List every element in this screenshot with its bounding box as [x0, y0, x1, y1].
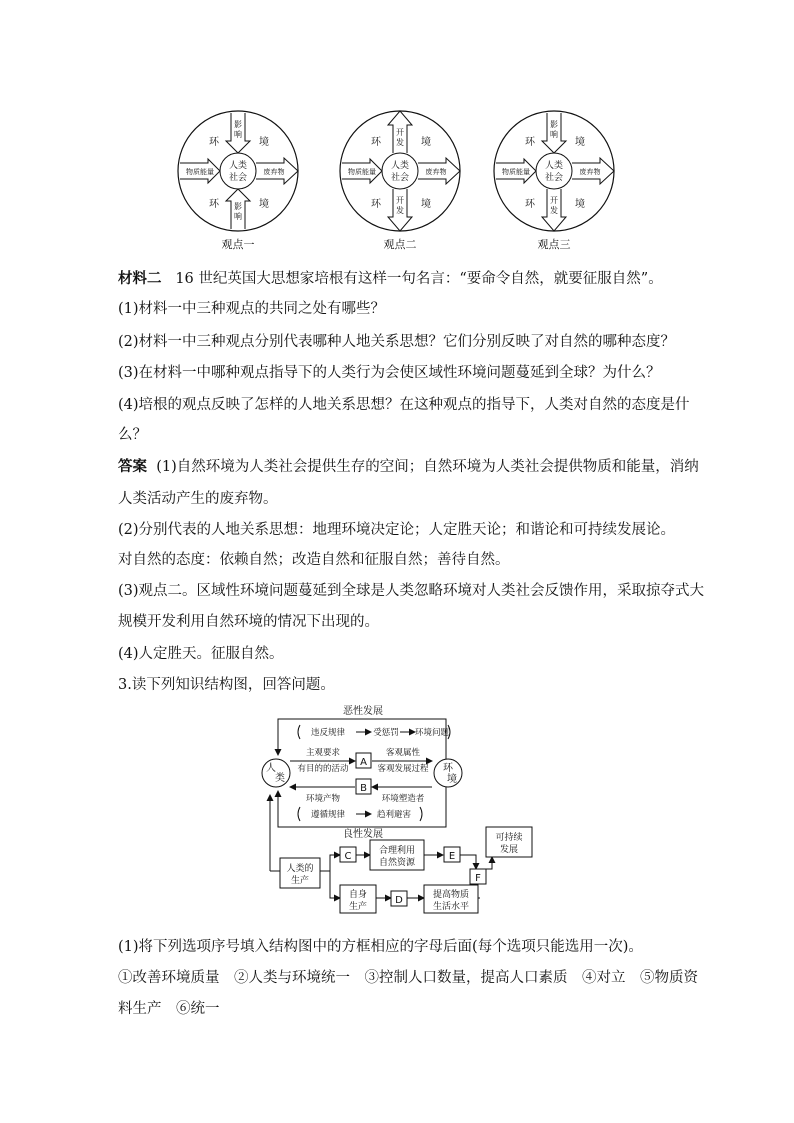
svg-text:废弃物: 废弃物 [425, 168, 447, 176]
svg-text:境: 境 [421, 137, 431, 148]
svg-text:人类: 人类 [390, 161, 410, 171]
caption-viewpoint-one: 观点一 [221, 238, 255, 251]
svg-text:受惩罚: 受惩罚 [373, 728, 399, 738]
question-2: (2)材料一中三种观点分别代表哪种人地关系思想？它们分别反映了对自然的哪种态度？ [118, 334, 676, 350]
caption-viewpoint-two: 观点二 [383, 238, 417, 251]
viewpoints-figure [170, 105, 630, 255]
svg-text:人: 人 [266, 763, 276, 774]
svg-text:人类的: 人类的 [286, 864, 314, 874]
svg-text:环境产物: 环境产物 [305, 794, 341, 804]
svg-text:E: E [448, 851, 456, 862]
material-two-body: 16 世纪英国大思想家培根有这样一句名言：“要命令自然，就要征服自然”。 [175, 271, 663, 287]
viewpoint-one-diagram [178, 111, 298, 231]
viewpoint-three-diagram [494, 111, 614, 231]
svg-text:自然资源: 自然资源 [378, 858, 416, 868]
svg-text:响: 响 [234, 212, 242, 221]
svg-text:可持续: 可持续 [495, 833, 523, 843]
svg-text:境: 境 [447, 774, 457, 785]
svg-text:影: 影 [550, 120, 558, 129]
svg-text:境: 境 [575, 137, 585, 148]
svg-text:废弃物: 废弃物 [263, 168, 285, 176]
svg-text:影: 影 [234, 202, 242, 211]
svg-text:发展: 发展 [499, 845, 519, 855]
svg-text:D: D [395, 895, 403, 906]
svg-text:违反规律: 违反规律 [310, 728, 346, 738]
svg-text:生活水平: 生活水平 [432, 902, 470, 912]
svg-text:响: 响 [550, 130, 558, 139]
svg-text:废弃物: 废弃物 [579, 168, 601, 176]
svg-text:境: 境 [421, 199, 431, 210]
svg-text:提高物质: 提高物质 [432, 890, 470, 900]
svg-text:环: 环 [209, 199, 219, 210]
svg-text:境: 境 [575, 199, 585, 210]
svg-text:生产: 生产 [290, 876, 310, 886]
svg-text:遵循规律: 遵循规律 [310, 810, 346, 820]
svg-text:主观要求: 主观要求 [305, 748, 341, 758]
svg-text:环: 环 [525, 199, 535, 210]
svg-text:合理利用: 合理利用 [378, 846, 416, 856]
svg-text:境: 境 [259, 199, 269, 210]
svg-text:影: 影 [234, 120, 242, 129]
answer-2-line1: (2)分别代表的人地关系思想：地理环境决定论；人定胜天论；和谐论和可持续发展论。 [118, 522, 676, 538]
question-3: (3)在材料一中哪种观点指导下的人类行为会使区域性环境问题蔓延到全球？为什么？ [118, 365, 661, 381]
svg-text:物质能量: 物质能量 [502, 168, 530, 176]
answer-3-line2: 规模开发利用自然环境的情况下出现的。 [118, 614, 379, 630]
options-line2: 料生产 ⑥统一 [118, 1001, 220, 1017]
svg-text:社会: 社会 [390, 173, 410, 183]
answer-2-line2: 对自然的态度：依赖自然；改造自然和征服自然；善待自然。 [118, 552, 510, 568]
question-1: (1)材料一中三种观点的共同之处有哪些？ [118, 301, 386, 317]
svg-text:趋利避害: 趋利避害 [376, 810, 412, 820]
svg-text:环境问题: 环境问题 [414, 728, 450, 738]
svg-text:社会: 社会 [228, 173, 248, 183]
svg-text:B: B [360, 783, 367, 794]
svg-text:社会: 社会 [544, 173, 564, 183]
good-development: 良性发展 [343, 829, 383, 840]
question-3-title: 3.读下列知识结构图，回答问题。 [118, 677, 335, 693]
svg-text:环境塑造者: 环境塑造者 [381, 794, 425, 804]
answer-label: 答案 [118, 458, 147, 475]
svg-text:环: 环 [525, 137, 535, 148]
knowledge-structure-figure [258, 705, 543, 920]
viewpoint-two-diagram [340, 111, 460, 231]
question-4-line1: (4)培根的观点反映了怎样的人地关系思想？在这种观点的指导下，人类对自然的态度是什 [118, 397, 690, 413]
svg-text:自身: 自身 [348, 890, 368, 900]
svg-text:开: 开 [396, 128, 404, 137]
svg-text:开: 开 [550, 196, 558, 205]
svg-text:类: 类 [275, 773, 285, 784]
svg-text:响: 响 [234, 130, 242, 139]
svg-text:A: A [360, 757, 367, 768]
svg-text:F: F [475, 873, 481, 884]
svg-text:C: C [344, 851, 352, 862]
caption-viewpoint-three: 观点三 [537, 238, 571, 251]
svg-text:开: 开 [396, 196, 404, 205]
question-4-line2: 么？ [118, 427, 147, 443]
answer-4: (4)人定胜天。征服自然。 [118, 646, 284, 662]
svg-text:有目的的活动: 有目的的活动 [297, 764, 349, 774]
svg-text:客观属性: 客观属性 [385, 748, 421, 758]
bad-development: 恶性发展 [343, 706, 383, 717]
svg-text:发: 发 [396, 138, 404, 147]
answer-3-line1: (3)观点二。区域性环境问题蔓延到全球是人类忽略环境对人类社会反馈作用，采取掠夺式大 [118, 583, 705, 599]
answer-1-line2: 人类活动产生的废弃物。 [118, 491, 278, 507]
svg-text:物质能量: 物质能量 [186, 168, 214, 176]
svg-text:人类: 人类 [544, 161, 564, 171]
svg-text:境: 境 [259, 137, 269, 148]
svg-text:环: 环 [209, 137, 219, 148]
material-two-label: 材料二 [118, 270, 162, 287]
svg-text:发: 发 [396, 206, 404, 215]
options-line1: ①改善环境质量 ②人类与环境统一 ③控制人口数量，提高人口素质 ④对立 ⑤物质资 [118, 970, 698, 986]
material-two [118, 269, 663, 289]
svg-text:环: 环 [371, 199, 381, 210]
svg-text:生产: 生产 [348, 902, 368, 912]
svg-text:物质能量: 物质能量 [348, 168, 376, 176]
svg-text:发: 发 [550, 206, 558, 215]
sub-question-1: (1)将下列选项序号填入结构图中的方框相应的字母后面(每个选项只能选用一次)。 [118, 939, 643, 955]
svg-text:人类: 人类 [228, 161, 248, 171]
answer-1-line1: 答案 (1)自然环境为人类社会提供生存的空间；自然环境为人类社会提供物质和能量，消纳 [118, 458, 699, 475]
svg-text:客观发展过程: 客观发展过程 [377, 764, 429, 774]
svg-text:环: 环 [371, 137, 381, 148]
svg-text:环: 环 [443, 763, 453, 774]
